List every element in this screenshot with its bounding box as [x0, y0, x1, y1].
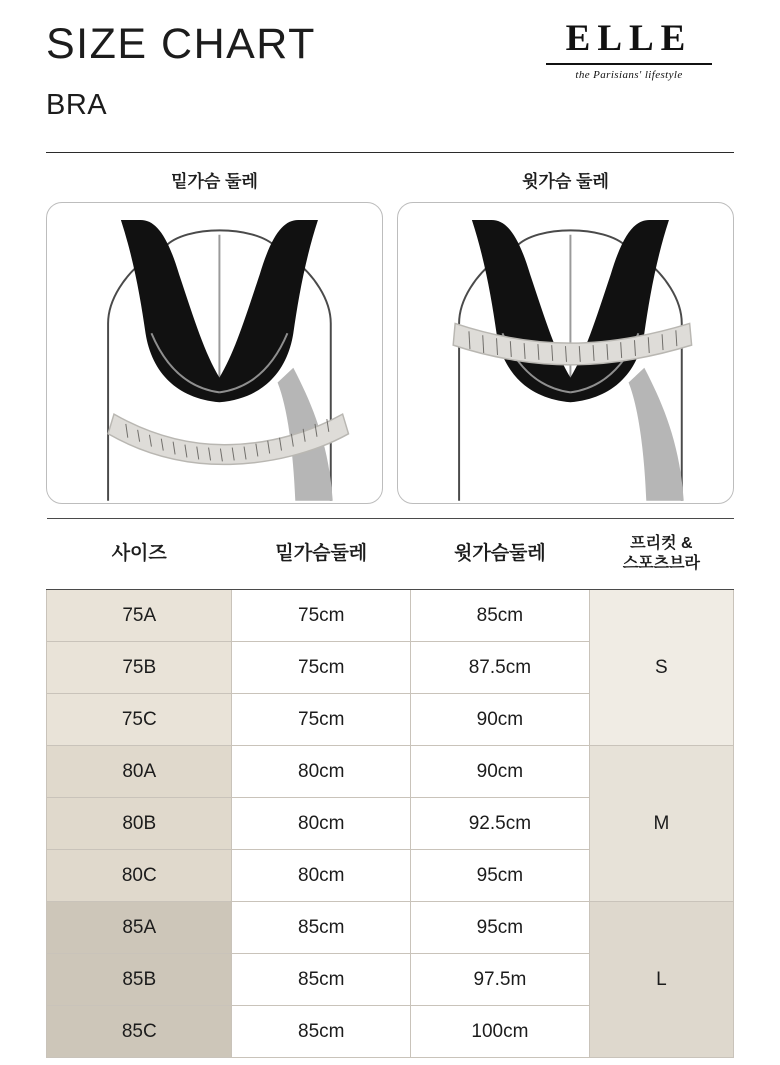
brand-tagline: the Parisians' lifestyle — [575, 69, 683, 81]
cell-size: 85B — [47, 954, 232, 1006]
column-header-bratype-line2: 스포츠브라 — [622, 555, 700, 572]
cell-underbust: 80cm — [232, 798, 411, 850]
table-row — [47, 746, 734, 798]
page-subtitle: BRA — [46, 89, 108, 122]
cell-overbust: 90cm — [411, 746, 590, 798]
cell-size: 75B — [47, 642, 232, 694]
cell-overbust: 100cm — [411, 1006, 590, 1058]
underbust-figure-svg — [47, 203, 382, 503]
cell-underbust: 85cm — [232, 1006, 411, 1058]
underbust-measure-illustration — [46, 202, 383, 504]
caption-underbust: 밑가슴 둘레 — [171, 172, 258, 191]
table-row — [47, 590, 734, 642]
cell-size: 75C — [47, 694, 232, 746]
column-header-overbust: 윗가슴둘레 — [411, 519, 590, 590]
cell-underbust: 80cm — [232, 746, 411, 798]
illustration-captions — [46, 167, 734, 192]
header-divider — [46, 152, 734, 153]
cell-group-s: S — [589, 590, 733, 746]
cell-overbust: 90cm — [411, 694, 590, 746]
cell-overbust: 87.5cm — [411, 642, 590, 694]
cell-underbust: 80cm — [232, 850, 411, 902]
cell-size: 80C — [47, 850, 232, 902]
cell-size: 80A — [47, 746, 232, 798]
brand-name: ELLE — [565, 18, 693, 59]
column-header-bratype — [589, 519, 733, 590]
cell-size: 75A — [47, 590, 232, 642]
cell-underbust: 85cm — [232, 954, 411, 1006]
table-row — [47, 902, 734, 954]
overbust-measure-illustration — [397, 202, 734, 504]
cell-overbust: 95cm — [411, 902, 590, 954]
tape-measure-overbust — [453, 323, 691, 364]
column-header-underbust: 밑가슴둘레 — [232, 519, 411, 590]
table-header-row — [47, 519, 734, 590]
page-header — [46, 0, 734, 142]
brand-logo — [544, 20, 714, 81]
cell-group-l: L — [589, 902, 733, 1058]
overbust-figure-svg — [398, 203, 733, 503]
cell-underbust: 75cm — [232, 694, 411, 746]
cell-underbust: 75cm — [232, 642, 411, 694]
cell-overbust: 92.5cm — [411, 798, 590, 850]
cell-size: 85A — [47, 902, 232, 954]
cell-size: 80B — [47, 798, 232, 850]
cell-size: 85C — [47, 1006, 232, 1058]
brand-divider — [546, 63, 712, 65]
cell-underbust: 75cm — [232, 590, 411, 642]
illustration-row — [46, 202, 734, 504]
column-header-bratype-line1: 프리컷 & — [630, 535, 693, 552]
cell-overbust: 97.5m — [411, 954, 590, 1006]
cell-overbust: 95cm — [411, 850, 590, 902]
column-header-size: 사이즈 — [47, 519, 232, 590]
page-title: SIZE CHART — [46, 20, 316, 68]
cell-group-m: M — [589, 746, 733, 902]
cell-overbust: 85cm — [411, 590, 590, 642]
cell-underbust: 85cm — [232, 902, 411, 954]
caption-overbust: 윗가슴 둘레 — [522, 172, 609, 191]
size-chart-table — [46, 518, 734, 1058]
